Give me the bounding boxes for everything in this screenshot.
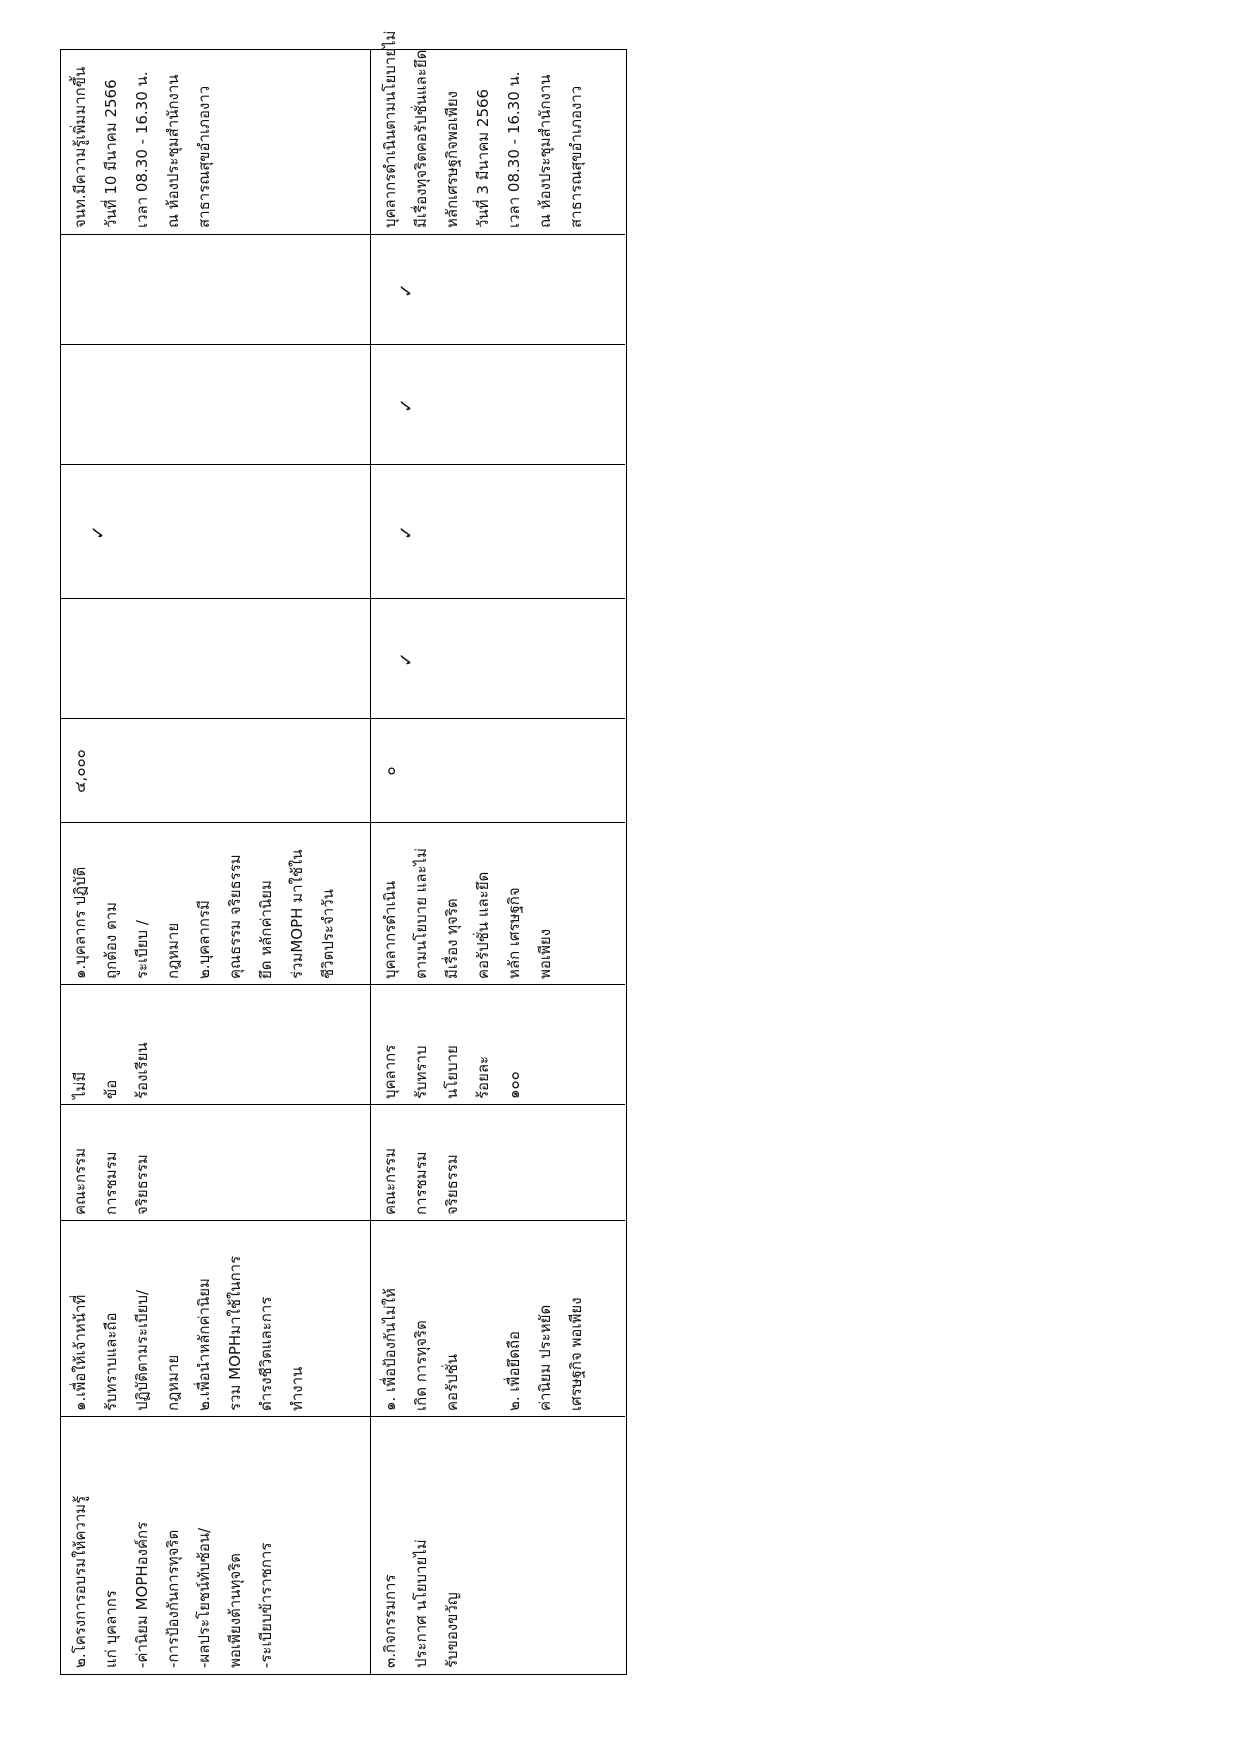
- indicator-line: ร้องเรียน: [133, 1042, 151, 1099]
- note-line: สาธารณสุขอำเภองาว: [567, 85, 585, 228]
- project-line: ๒.โครงการอบรมให้ความรู้: [71, 1495, 89, 1668]
- indicator-cell: [371, 984, 625, 1104]
- project-line: -ค่านิยม MOPHองค์กร: [133, 1521, 151, 1668]
- outcome-line: ตามนโยบาย และไม่: [412, 847, 430, 979]
- project-line: รับของขวัญ: [443, 1592, 461, 1668]
- indicator-line: บุคลากร: [381, 1044, 399, 1099]
- objective-line: ดำรงชีวิตและการ: [257, 1296, 275, 1411]
- note-line: หลักเศรษฐกิจพอเพียง: [443, 91, 461, 228]
- objective-line: คอรัปชั่น: [443, 1353, 461, 1411]
- note-cell: [371, 30, 625, 234]
- status-check-cell: [371, 598, 625, 718]
- status-check-cell: [61, 234, 370, 344]
- objective-line: ๒.เพื่อนำหลักค่านิยม: [195, 1278, 213, 1411]
- project-line: -การป้องกันการทุจริต: [164, 1529, 182, 1668]
- indicator-line: ๑๐๐: [505, 1071, 523, 1099]
- indicator-line: ไม่มี: [71, 1071, 89, 1099]
- outcome-cell: [61, 822, 370, 984]
- objective-line: รวม MOPHมาใช้ในการ: [226, 1255, 244, 1411]
- budget-cell: [61, 718, 370, 822]
- budget-value: ๔,๐๐๐: [71, 749, 89, 793]
- table-row: [61, 50, 371, 1674]
- objective-line: ค่านิยม ประหยัด: [536, 1304, 554, 1411]
- project-line: แก่ บุคลากร: [102, 1590, 120, 1668]
- objective-line: ๒. เพื่อยึดถือ: [505, 1330, 523, 1411]
- indicator-line: ข้อ: [102, 1079, 120, 1099]
- objective-line: กฎหมาย: [164, 1354, 182, 1411]
- note-line: เวลา 08.30 - 16.30 น.: [505, 71, 523, 228]
- note-line: ณ ห้องประชุมสำนักงาน: [164, 74, 182, 228]
- responsible-line: คณะกรรม: [381, 1147, 399, 1215]
- budget-value: ๐: [381, 766, 399, 776]
- responsible-line: การชมรม: [412, 1151, 430, 1215]
- check-mark: ✓: [396, 524, 418, 541]
- objective-line: เศรษฐกิจ พอเพียง: [567, 1297, 585, 1411]
- status-check-cell: [371, 234, 625, 344]
- note-line: สาธารณสุขอำเภองาว: [195, 85, 213, 228]
- outcome-line: ร่วมMOPH มาใช้ใน: [288, 849, 306, 979]
- responsible-cell: [371, 1104, 625, 1220]
- indicator-line: รับทราบ: [412, 1045, 430, 1099]
- outcome-line: บุคลากรดำเนิน: [381, 880, 399, 979]
- outcome-line: ยึด หลักค่านิยม: [257, 880, 275, 979]
- objective-line: ปฏิบัติตามระเบียบ/: [133, 1289, 151, 1411]
- outcome-line: คอรัปชั่น และยึด: [474, 871, 492, 979]
- objective-line: ๑. เพื่อป้องกันไม่ให้: [381, 1288, 399, 1411]
- check-mark: ✓: [88, 524, 110, 541]
- check-mark: ✓: [396, 651, 418, 668]
- responsible-line: จริยธรรม: [443, 1154, 461, 1215]
- outcome-line: ๒.บุคลากรมี: [195, 900, 213, 979]
- responsible-line: จริยธรรม: [133, 1154, 151, 1215]
- status-check-cell: [371, 344, 625, 464]
- indicator-line: นโยบาย: [443, 1045, 461, 1099]
- responsible-cell: [61, 1104, 370, 1220]
- indicator-cell: [61, 984, 370, 1104]
- outcome-line: ถูกต้อง ตาม: [102, 901, 120, 979]
- project-line: ๓.กิจกรรมการ: [381, 1574, 399, 1668]
- status-check-cell: [61, 464, 370, 598]
- note-line: เวลา 08.30 - 16.30 น.: [133, 71, 151, 228]
- note-line: จนท.มีความรู้เพิ่มมากขึ้น: [71, 66, 89, 228]
- project-cell: [371, 1416, 625, 1673]
- objective-cell: [371, 1220, 625, 1416]
- outcome-line: ระเบียบ /: [133, 920, 151, 979]
- outcome-line: ชีวิตประจำวัน: [319, 889, 337, 979]
- outcome-line: กฎหมาย: [164, 922, 182, 979]
- outcome-line: พอเพียง: [536, 928, 554, 979]
- project-line: พอเพียงต้านทุจริต: [226, 1553, 244, 1668]
- objective-line: ทำงาน: [288, 1366, 306, 1411]
- status-check-cell: [371, 464, 625, 598]
- objective-line: เกิด การทุจริต: [412, 1320, 430, 1411]
- objective-line: ๑.เพื่อให้เจ้าหน้าที่: [71, 1294, 89, 1411]
- status-check-cell: [61, 344, 370, 464]
- project-cell: [61, 1416, 370, 1673]
- project-line: -ระเบียบข้าราชการ: [257, 1542, 275, 1668]
- outcome-cell: [371, 822, 625, 984]
- status-check-cell: [61, 598, 370, 718]
- objective-line: รับทราบและถือ: [102, 1312, 120, 1411]
- outcome-line: ๑.บุคลากร ปฏิบัติ: [71, 866, 89, 979]
- outcome-line: หลัก เศรษฐกิจ: [505, 887, 523, 979]
- note-line: วันที่ 3 มีนาคม 2566: [474, 88, 492, 228]
- objective-line: [468, 1227, 499, 1411]
- responsible-line: คณะกรรม: [71, 1147, 89, 1215]
- indicator-line: ร้อยละ: [474, 1055, 492, 1099]
- objective-cell: [61, 1220, 370, 1416]
- project-line: -ผลประโยชน์ทับซ้อน/: [195, 1527, 213, 1668]
- note-cell: [61, 50, 370, 234]
- outcome-line: คุณธรรม จริยธรรม: [226, 854, 244, 979]
- note-line: ณ ห้องประชุมสำนักงาน: [536, 74, 554, 228]
- activity-table: [60, 30, 627, 1675]
- table-row: [371, 30, 625, 1674]
- project-line: ประกาศ นโยบายไม่: [412, 1539, 430, 1668]
- note-line: มีเรื่องทุจริตคอรัปชั่นและยึด: [412, 49, 430, 228]
- budget-cell: [371, 718, 625, 822]
- note-line: วันที่ 10 มีนาคม 2566: [102, 79, 120, 228]
- outcome-line: มีเรื่อง ทุจริต: [443, 898, 461, 979]
- responsible-line: การชมรม: [102, 1151, 120, 1215]
- check-mark: ✓: [396, 397, 418, 414]
- check-mark: ✓: [396, 282, 418, 299]
- note-line: บุคลากรดำเนินตามนโยบายไม่: [381, 30, 399, 228]
